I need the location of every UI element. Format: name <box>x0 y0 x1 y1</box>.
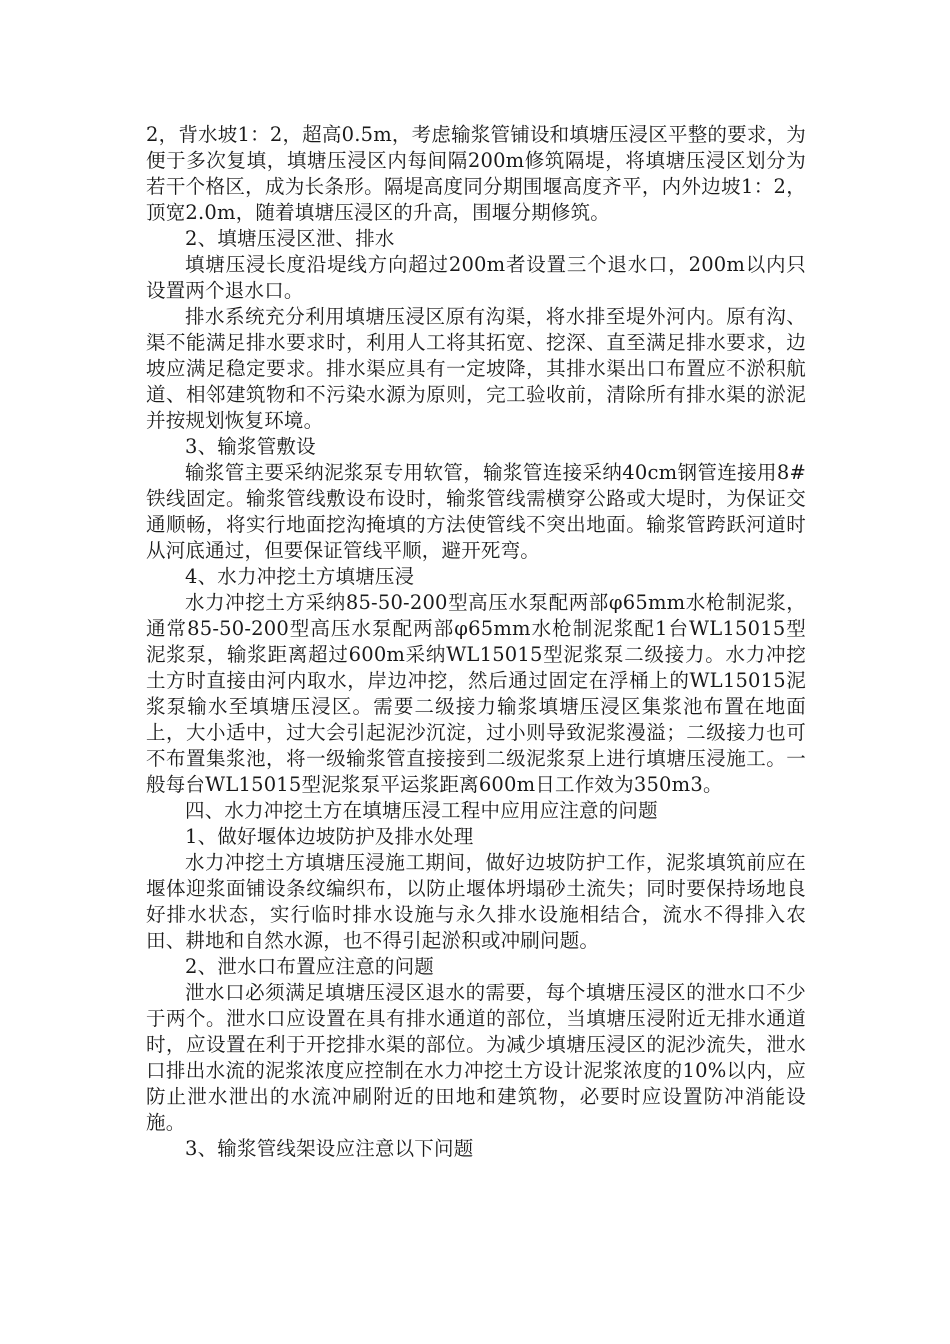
paragraph-outlet-layout: 泄水口必须满足填塘压浸区退水的需要，每个填塘压浸区的泄水口不少于两个。泄水口应设置在具有排水通道的部位，当填塘压浸附近无排水通道时，应设置在利于开挖排水渠的部位。为减少填塘压浸区的泥沙流失，泄水口排出水流的泥浆浓度应控制在水力冲挖土方设计泥浆浓度的10%以内，应防止泄水泄出的水流冲刷附近的田地和建筑物，必要时应设置防冲消能设施。 <box>146 981 806 1134</box>
heading-section-four: 四、水力冲挖土方在填塘压浸工程中应用应注意的问题 <box>185 799 658 822</box>
paragraph-pipe-laying: 输浆管主要采纳泥浆泵专用软管，输浆管连接采纳40cm钢管连接用8#铁线固定。输浆管线敷设布设时，输浆管线需横穿公路或大堤时，为保证交通顺畅，将实行地面挖沟掩填的方法使管线不突出地面。输浆管跨跃河道时从河底通过，但要保证管线平顺，避开死弯。 <box>146 461 806 562</box>
paragraph-1: 2，背水坡1：2，超高0.5m，考虑输浆管铺设和填塘压浸区平整的要求，为便于多次复填，填塘压浸区内每间隔200m修筑隔堤，将填塘压浸区划分为若干个格区，成为长条形。隔堤高度同分期围堰高度齐平，内外边坡1：2，顶宽2.0m，随着填塘压浸区的升高，围堰分期修筑。 <box>146 123 806 224</box>
heading-pipeline-erection: 3、输浆管线架设应注意以下问题 <box>185 1137 474 1160</box>
heading-outlet-layout: 2、泄水口布置应注意的问题 <box>185 955 435 978</box>
paragraph-slope-protection: 水力冲挖土方填塘压浸施工期间，做好边坡防护工作，泥浆填筑前应在堰体迎浆面铺设条纹编织布，以防止堰体坍塌砂土流失；同时要保持场地良好排水状态，实行临时排水设施与永久排水设施相结合，流水不得排入农田、耕地和自然水源，也不得引起淤积或冲刷问题。 <box>146 851 806 952</box>
heading-hydraulic-fill: 4、水力冲挖土方填塘压浸 <box>185 565 415 588</box>
heading-slope-protection: 1、做好堰体边坡防护及排水处理 <box>185 825 474 848</box>
document-body <box>146 122 806 1162</box>
paragraph-drainage-system: 排水系统充分利用填塘压浸区原有沟渠，将水排至堤外河内。原有沟、渠不能满足排水要求时，利用人工将其拓宽、挖深、直至满足排水要求，边坡应满足稳定要求。排水渠应具有一定坡降，其排水渠出口布置应不淤积航道、相邻建筑物和不污染水源为原则，完工验收前，清除所有排水渠的淤泥并按规划恢复环境。 <box>146 305 806 432</box>
heading-drainage: 2、填塘压浸区泄、排水 <box>185 227 395 250</box>
heading-pipe-laying: 3、输浆管敷设 <box>185 435 316 458</box>
paragraph-outlets: 填塘压浸长度沿堤线方向超过200m者设置三个退水口，200m以内只设置两个退水口。 <box>146 253 806 302</box>
paragraph-hydraulic-fill: 水力冲挖土方采纳85-50-200型高压水泵配两部φ65mm水枪制泥浆，通常85-50-200型高压水泵配两部φ65mm水枪制泥浆配1台WL15015型泥浆泵，输浆距离超过600m采纳WL15015型泥浆泵二级接力。水力冲挖土方时直接由河内取水，岸边冲挖，然后通过固定在浮桶上的WL15015泥浆泵输水至填塘压浸区。需要二级接力输浆填塘压浸区集浆池布置在地面上，大小适中，过大会引起泥沙沉淀，过小则导致泥浆漫溢；二级接力也可不布置集浆池，将一级输浆管直接接到二级泥浆泵上进行填塘压浸施工。一般每台WL15015型泥浆泵平运浆距离600m日工作效为350m3。 <box>146 591 806 796</box>
